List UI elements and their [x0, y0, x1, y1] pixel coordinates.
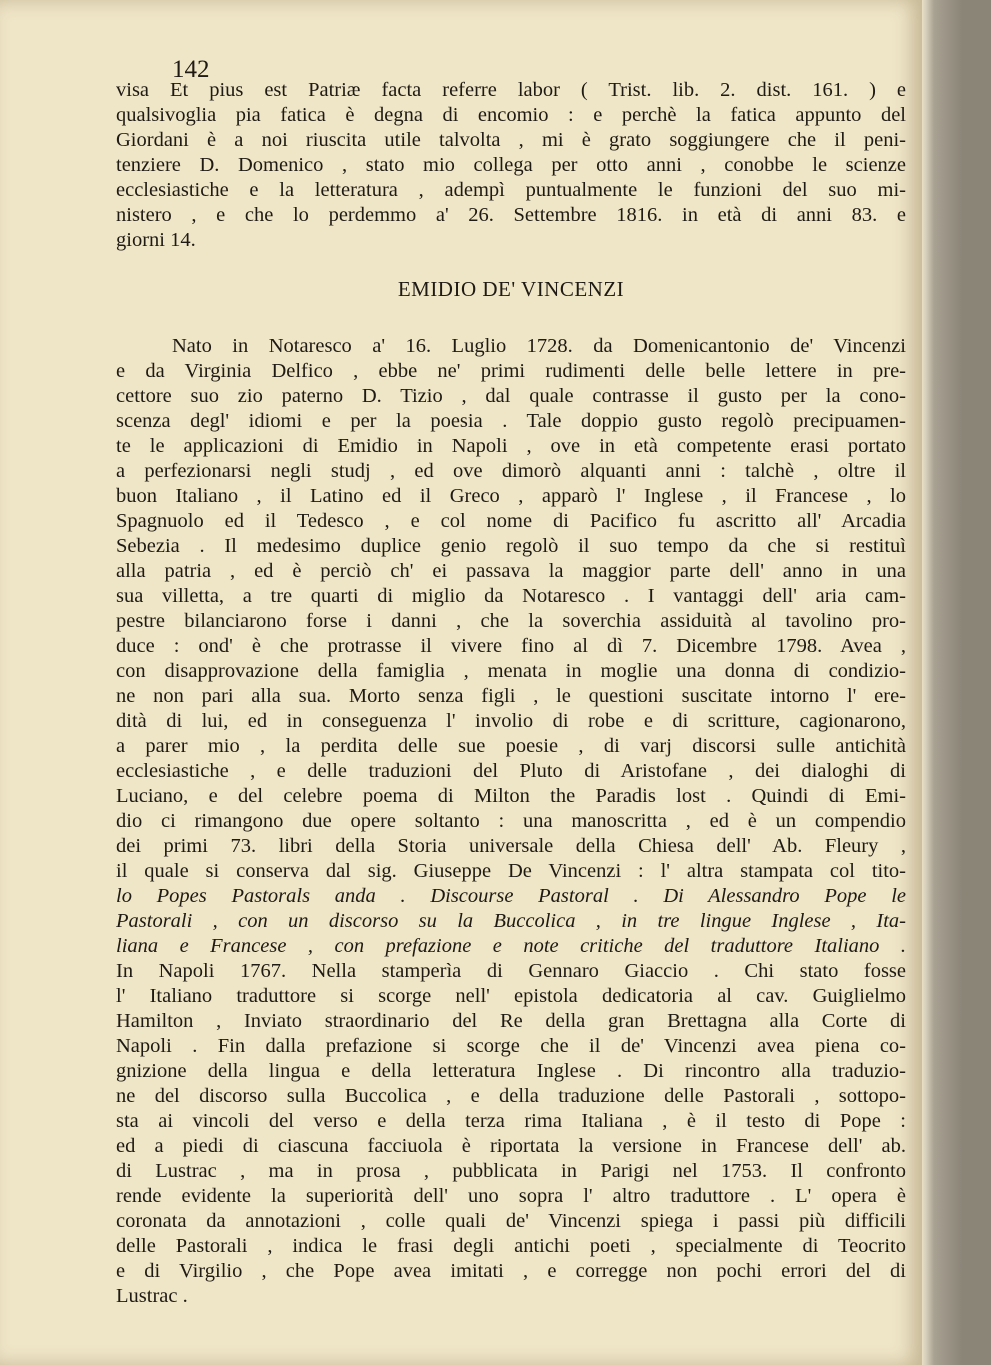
paragraph-biography	[116, 334, 906, 1309]
text-line: Sebezia . Il medesimo duplice genio regolò il suo tempo da che si restituì	[116, 535, 906, 557]
text-line: coronata da annotazioni , colle quali de' Vincenzi spiega i passi più difficili	[116, 1210, 906, 1232]
text-line: sta ai vincoli del verso e della terza rima Italiana , è il testo di Pope :	[116, 1110, 906, 1132]
text-line: Napoli . Fin dalla prefazione si scorge che il de' Vincenzi avea piena co-	[116, 1035, 906, 1057]
paragraph-previous-biography	[116, 78, 906, 253]
text-line: dità di lui, ed in conseguenza l' involio di robe e di scritture, cagionarono,	[116, 710, 906, 732]
text-line: In Napoli 1767. Nella stamperìa di Gennaro Giaccio . Chi stato fosse	[116, 960, 906, 982]
text-line: gnizione della lingua e della letteratura Inglese . Di rincontro alla traduzio-	[116, 1060, 906, 1082]
text-line: qualsivoglia pia fatica è degna di encomio : e perchè la fatica appunto del	[116, 104, 906, 126]
text-line: scenza degl' idiomi e per la poesia . Tale doppio gusto regolò precipuamen-	[116, 410, 906, 432]
text-line: dei primi 73. libri della Storia universale della Chiesa dell' Ab. Fleury ,	[116, 835, 906, 857]
section-heading: EMIDIO DE' VINCENZI	[397, 277, 625, 301]
text-line: con disapprovazione della famiglia , menata in moglie una donna di condizio-	[116, 660, 906, 682]
text-line: pestre bilanciarono forse i danni , che la soverchia assiduità al tavolino pro-	[116, 610, 906, 632]
text-line: giorni 14.	[116, 229, 196, 251]
text-line: dio ci rimangono due opere soltanto : una manoscritta , ed è un compendio	[116, 810, 906, 832]
page-number: 142	[172, 56, 210, 83]
text-line: duce : ond' è che protrasse il vivere fino al dì 7. Dicembre 1798. Avea ,	[116, 635, 906, 657]
text-line: te le applicazioni di Emidio in Napoli , ove in età competente erasi portato	[116, 435, 906, 457]
text-line: ed a piedi di ciascuna facciuola è riportata la versione in Francese dell' ab.	[116, 1135, 906, 1157]
text-line: e da Virginia Delfico , ebbe ne' primi rudimenti delle belle lettere in pre-	[116, 360, 906, 382]
text-line: ne non pari alla sua. Morto senza figli , le questioni suscitate intorno l' ere-	[116, 685, 906, 707]
text-line: Nato in Notaresco a' 16. Luglio 1728. da Domenicantonio de' Vincenzi	[172, 335, 906, 357]
text-line: Spagnuolo ed il Tedesco , e col nome di Pacifico fu ascritto all' Arcadia	[116, 510, 906, 532]
text-line: nistero , e che lo perdemmo a' 26. Settembre 1816. in età di anni 83. e	[116, 204, 906, 226]
text-line: alla patria , ed è perciò ch' ei passava la maggior parte dell' anno in una	[116, 560, 906, 582]
text-line: cettore suo zio paterno D. Tizio , dal quale contrasse il gusto per la cono-	[116, 385, 906, 407]
text-line: sua villetta, a tre quarti di miglio da Notaresco . I vantaggi dell' aria cam-	[116, 585, 906, 607]
text-line: il quale si conserva dal sig. Giuseppe De Vincenzi : l' altra stampata col tito-	[116, 860, 906, 882]
page-text	[116, 78, 906, 1309]
text-line: liana e Francese , con prefazione e note critiche del traduttore Italiano .	[116, 935, 906, 957]
text-line: e di Virgilio , che Pope avea imitati , e corregge non pochi errori del di	[116, 1260, 906, 1282]
text-line: ecclesiastiche , e delle traduzioni del Pluto di Aristofane , dei dialoghi di	[116, 760, 906, 782]
text-line: Hamilton , Inviato straordinario del Re della gran Brettagna alla Corte di	[116, 1010, 906, 1032]
text-line: tenziere D. Domenico , stato mio collega per otto anni , conobbe le scienze	[116, 154, 906, 176]
text-line: Giordani è a noi riuscita utile talvolta , mi è grato soggiungere che il peni-	[116, 129, 906, 151]
text-line: buon Italiano , il Latino ed il Greco , apparò l' Inglese , il Francese , lo	[116, 485, 906, 507]
text-line: delle Pastorali , indica le frasi degli antichi poeti , specialmente di Teocrito	[116, 1235, 906, 1257]
text-line: l' Italiano traduttore si scorge nell' epistola dedicatoria al cav. Guiglielmo	[116, 985, 906, 1007]
text-line: rende evidente la superiorità dell' uno sopra l' altro traduttore . L' opera è	[116, 1185, 906, 1207]
text-line: ecclesiastiche e la letteratura , adempì puntualmente le funzioni del suo mi-	[116, 179, 906, 201]
text-line: Pastorali , con un discorso su la Buccolica , in tre lingue Inglese , Ita-	[116, 910, 906, 932]
text-line: a perfezionarsi negli studj , ed ove dimorò alquanti anni : talchè , oltre il	[116, 460, 906, 482]
text-line: di Lustrac , ma in prosa , pubblicata in Parigi nel 1753. Il confronto	[116, 1160, 906, 1182]
text-line: ne del discorso sulla Buccolica , e della traduzione delle Pastorali , sottopo-	[116, 1085, 906, 1107]
book-page-edge	[922, 0, 991, 1365]
text-line: Lustrac .	[116, 1285, 188, 1307]
text-line: lo Popes Pastorals anda . Discourse Pastoral . Di Alessandro Pope le	[116, 885, 906, 907]
text-line: Luciano, e del celebre poema di Milton the Paradis lost . Quindi di Emi-	[116, 785, 906, 807]
text-line: visa Et pius est Patriæ facta referre labor ( Trist. lib. 2. dist. 161. ) e	[116, 79, 906, 101]
text-line: a parer mio , la perdita delle sue poesie , di varj discorsi sulle antichità	[116, 735, 906, 757]
